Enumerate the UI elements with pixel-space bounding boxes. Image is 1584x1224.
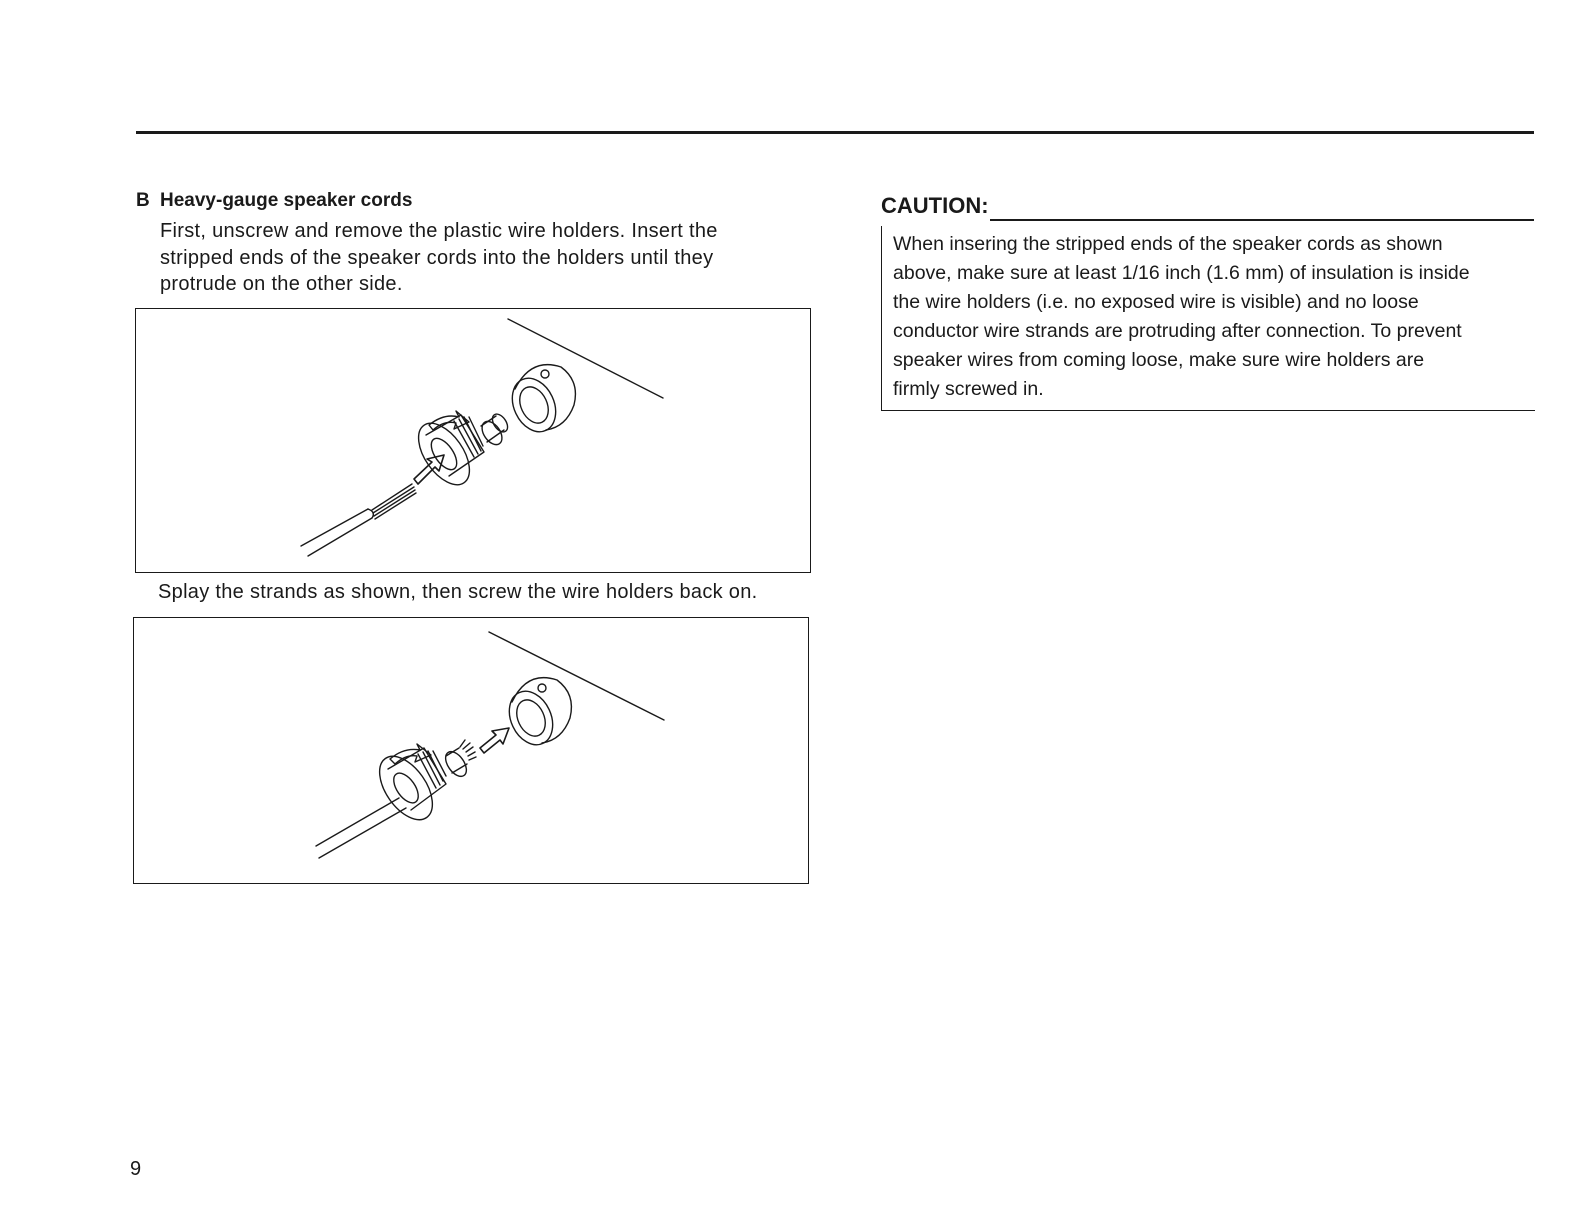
instruction-paragraph — [160, 218, 800, 298]
figure-insert-wire — [135, 308, 811, 573]
caution-line: above, make sure at least 1/16 inch (1.6 mm) of insulation is inside — [893, 262, 1470, 284]
section-title: Heavy-gauge speaker cords — [160, 190, 413, 211]
terminal-insert-wire-illustration — [136, 309, 810, 572]
caution-title: CAUTION: — [881, 193, 989, 218]
paragraph-line: stripped ends of the speaker cords into the holders until they — [160, 246, 714, 269]
caution-line: speaker wires from coming loose, make sure wire holders are — [893, 349, 1425, 371]
section-heading — [136, 190, 412, 212]
caution-line: When insering the stripped ends of the speaker cords as shown — [893, 233, 1443, 255]
terminal-screw-holder-illustration — [134, 618, 808, 883]
figure-screw-holder — [133, 617, 809, 884]
figure-caption: Splay the strands as shown, then screw the wire holders back on. — [158, 581, 758, 603]
caution-underline — [990, 219, 1534, 221]
caution-line: firmly screwed in. — [893, 378, 1044, 400]
top-rule — [136, 131, 1534, 134]
caution-line: the wire holders (i.e. no exposed wire is visible) and no loose — [893, 291, 1419, 313]
paragraph-line: First, unscrew and remove the plastic wire holders. Insert the — [160, 220, 718, 242]
caution-line: conductor wire strands are protruding after connection. To prevent — [893, 320, 1462, 342]
page-number: 9 — [130, 1158, 142, 1180]
caution-text — [893, 230, 1470, 404]
caution-box — [881, 226, 1535, 411]
section-letter: B — [136, 190, 150, 211]
paragraph-line: protrude on the other side. — [160, 273, 403, 295]
